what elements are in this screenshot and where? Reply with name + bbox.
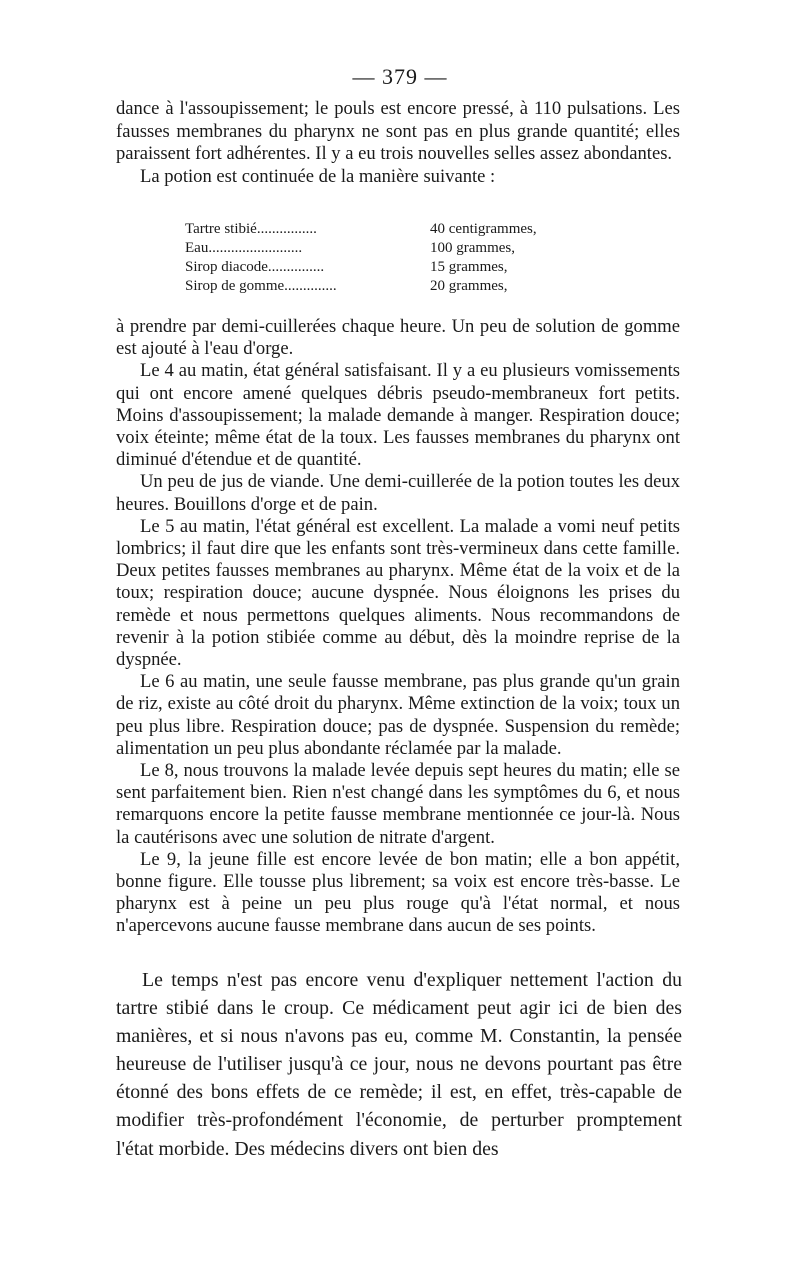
paragraph: Le 4 au matin, état général satisfaisant. Il y a eu plusieurs vomissements qui ont encore amené quelques débris pseudo-membraneux fort petits. Moins d'assoupissement; la malade demande à manger. Respiration douce; voix éteinte; même état de la toux. Les fausses membranes du pharynx ont diminué d'étendue et de quantité. [116, 360, 680, 471]
ingredient-quantity: 20 grammes, [430, 278, 508, 294]
ingredient-name: Sirop de gomme.............. [185, 278, 337, 294]
intro-text [116, 98, 680, 188]
paragraph: Un peu de jus de viande. Une demi-cuillerée de la potion toutes les deux heures. Bouillons d'orge et de pain. [116, 471, 680, 515]
paragraph: La potion est continuée de la manière suivante : [140, 165, 496, 187]
paragraph: Le 8, nous trouvons la malade levée depuis sept heures du matin; elle se sent parfaitement bien. Rien n'est changé dans les symptômes du 6, et nous remarquons encore la petite fausse membrane mentionnée ce jour-là. Nous la cautérisons avec une solution de nitrate d'argent. [116, 760, 680, 848]
observation-text [116, 316, 680, 938]
prescription-item [185, 277, 655, 296]
prescription-item [185, 239, 655, 258]
ingredient-name: Eau......................... [185, 240, 303, 256]
prescription-list [185, 220, 655, 296]
page-number: — 379 — [352, 64, 448, 89]
ingredient-name: Tartre stibié................ [185, 221, 317, 237]
commentary-text [116, 966, 682, 1163]
ingredient-quantity: 100 grammes, [430, 240, 515, 256]
prescription-item [185, 258, 655, 277]
paragraph: dance à l'assoupissement; le pouls est encore pressé, à 110 pulsations. Les fausses membranes du pharynx ne sont pas en plus grande quantité; elles paraissent fort adhérentes. Il y a eu trois nouvelles selles assez abondantes. [116, 98, 680, 164]
prescription-item [185, 220, 655, 239]
ingredient-name: Sirop diacode............... [185, 259, 325, 275]
paragraph: Le 9, la jeune fille est encore levée de bon matin; elle a bon appétit, bonne figure. Elle tousse plus librement; sa voix est encore très-basse. Le pharynx est à peine un peu plus rouge qu'à l'état normal, et nous n'apercevons aucune fausse membrane dans aucun de ses points. [116, 848, 680, 937]
paragraph: Le temps n'est pas encore venu d'expliquer nettement l'action du tartre stibié dans le croup. Ce médicament peut agir ici de bien des manières, et si nous n'avons pas eu, comme M. Constantin, la pensée heureuse de l'utiliser jusqu'à ce jour, nous ne devons pourtant pas être étonné des bons effets de ce remède; il est, en effet, très-capable de modifier très-profondément l'économie, de perturber promptement l'état morbide. Des médecins divers ont bien des [116, 969, 682, 1160]
ingredient-quantity: 15 grammes, [430, 259, 508, 275]
paragraph: à prendre par demi-cuillerées chaque heure. Un peu de solution de gomme est ajouté à l'eau d'orge. [116, 316, 680, 360]
paragraph: Le 5 au matin, l'état général est excellent. La malade a vomi neuf petits lombrics; il faut dire que les enfants sont très-vermineux dans cette famille. Deux petites fausses membranes au pharynx. Même état de la voix et de la toux; respiration douce; aucune dyspnée. Nous éloignons les prises du remède et nous permettons quelques aliments. Nous recommandons de revenir à la potion stibiée comme au début, dès la moindre reprise de la dyspnée. [116, 515, 680, 671]
ingredient-quantity: 40 centigrammes, [430, 221, 537, 237]
paragraph: Le 6 au matin, une seule fausse membrane, pas plus grande qu'un grain de riz, existe au côté droit du pharynx. Même extinction de la voix; toux un peu plus libre. Respiration douce; pas de dyspnée. Suspension du remède; alimentation un peu plus abondante réclamée par la malade. [116, 671, 680, 759]
